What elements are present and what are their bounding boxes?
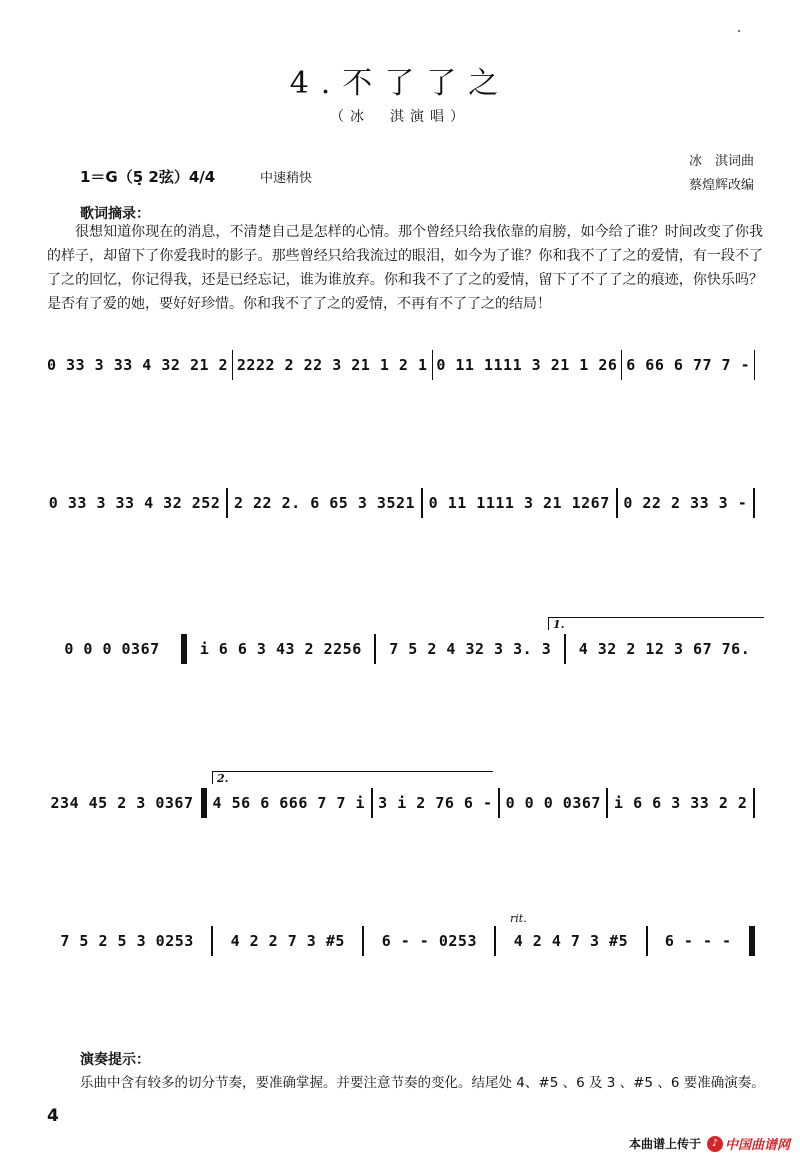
singer-credit: （冰 淇演唱） [330, 109, 470, 125]
composer-credits [689, 150, 754, 198]
measure: 2222 2 22 3 21 1 2 1 [236, 356, 428, 374]
measure: i 6 6 3 33 2 2 [614, 794, 748, 812]
barline [616, 488, 618, 518]
tips-text: 乐曲中含有较多的切分节奏，要准确掌握。并要注意节奏的变化。结尾处 4、#5 、6 及 3 、#5 、6 要准确演奏。 [80, 1075, 765, 1091]
barline [494, 926, 496, 956]
site-name: 中国曲谱网 [724, 1138, 790, 1153]
measure: 4 2 4 7 3 #5 [513, 932, 629, 950]
barline [621, 350, 622, 380]
barline [232, 350, 233, 380]
repeat-start-barline [181, 634, 187, 664]
volta-label: 1. [553, 618, 565, 631]
measure: 0 0 0 0367 [505, 794, 601, 812]
volta-label: 2. [217, 772, 229, 785]
barline [371, 788, 373, 818]
volta-bracket-2 [212, 771, 493, 784]
barline [646, 926, 648, 956]
measure: 0 33 3 33 4 32 252 [48, 494, 221, 512]
page-mark [738, 30, 740, 32]
measure: 6 - - - [664, 932, 732, 950]
measure: 6 66 6 77 7 - [626, 356, 751, 374]
measure: i 6 6 3 43 2 2256 [199, 640, 362, 658]
score-line-4 [47, 788, 759, 818]
measure: 6 - - 0253 [381, 932, 477, 950]
barline [432, 350, 433, 380]
score-line-3 [47, 634, 759, 664]
footer [629, 1134, 790, 1153]
barline [606, 788, 608, 818]
measure: 2 22 2. 6 65 3 3521 [233, 494, 416, 512]
key-signature: 1＝G（5̣ 2弦）4/4 [80, 168, 216, 186]
page-number: 4 [47, 1106, 59, 1126]
barline [564, 634, 566, 664]
upload-text: 本曲谱上传于 [628, 1137, 701, 1151]
lyrics-heading: 歌词摘录： [80, 206, 150, 222]
page-title: 4.不了了之 [289, 66, 511, 101]
repeat-end-barline [201, 788, 207, 818]
measure: 4 2 2 7 3 #5 [230, 932, 345, 950]
measure: 0 11 1111 3 21 1267 [428, 494, 610, 512]
measure: 0 22 2 33 3 - [623, 494, 748, 512]
lyrics-block [47, 220, 763, 316]
barline [753, 488, 755, 518]
score-line-5 [47, 926, 759, 956]
site-logo[interactable] [707, 1134, 790, 1153]
logo-icon: ♪ [707, 1136, 723, 1152]
barline [753, 788, 755, 818]
measure: 7 5 2 5 3 0253 [60, 932, 194, 950]
measure: 234 45 2 3 0367 [50, 794, 194, 812]
volta-bracket-1 [548, 617, 764, 630]
score-line-2 [47, 488, 759, 518]
measure: 4 32 2 12 3 67 76. [578, 640, 751, 658]
measure: 7 5 2 4 32 3 3. 3 [389, 640, 552, 658]
ritardando-marking: rit. [510, 912, 527, 925]
score-line-1 [47, 350, 759, 380]
lyricist-composer: 冰 淇词曲 [688, 154, 754, 169]
measure: 3 i 2 76 6 - [378, 794, 493, 812]
barline [362, 926, 364, 956]
tempo-marking: 中速稍快 [260, 171, 313, 186]
measure: 4 56 6 666 7 7 i [212, 794, 366, 812]
arranger: 蔡煌辉改编 [688, 178, 754, 193]
tips-heading: 演奏提示： [80, 1052, 150, 1068]
barline [498, 788, 500, 818]
lyrics-text: 很想知道你现在的消息，不清楚自己是怎样的心情。那个曾经只给我依靠的肩膀，如今给了谁？时间改变了你我的样子，却留下了你爱我时的影子。那些曾经只给我流过的眼泪，如今为了谁？你和我不了了之的爱情，有一段不了了之的回忆，你记得我，还是已经忘记，谁为谁放弃。你和我不了了之的爱情，留下了不了了之的痕迹，你快乐吗？是否有了爱的她，要好好珍惜。你和我不了了之的爱情，不再有不了了之的结局！ [47, 224, 763, 312]
barline [374, 634, 376, 664]
barline [211, 926, 213, 956]
measure: 0 33 3 33 4 32 21 2 [47, 356, 229, 374]
measure: 0 11 1111 3 21 1 26 [436, 356, 618, 374]
barline [421, 488, 423, 518]
measure: 0 0 0 0367 [64, 640, 160, 658]
barline [754, 350, 755, 380]
final-barline [749, 926, 755, 956]
barline [226, 488, 228, 518]
